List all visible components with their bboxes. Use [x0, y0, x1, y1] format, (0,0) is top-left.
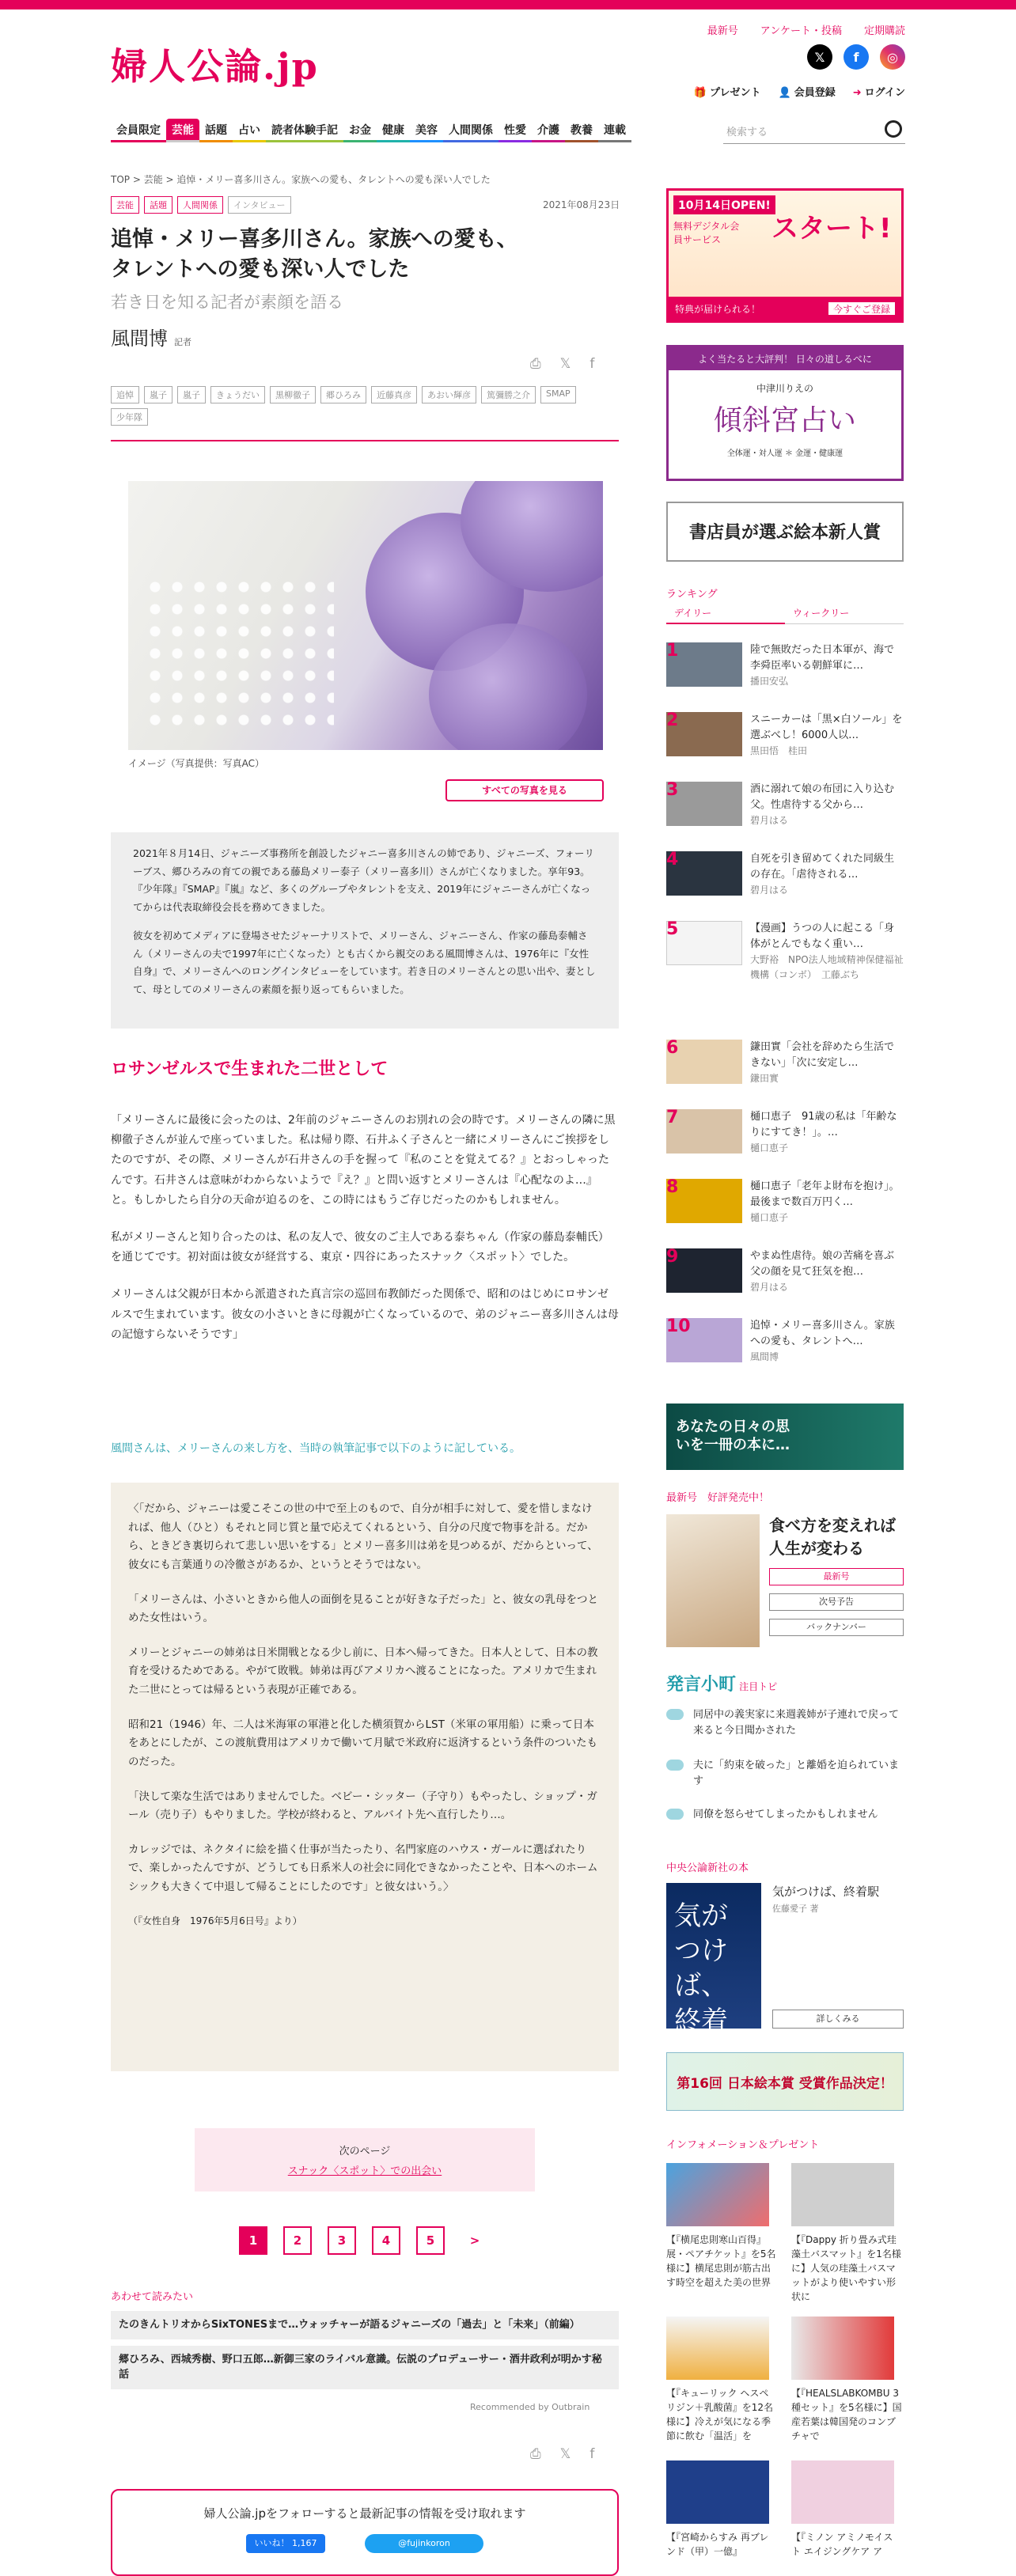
- chat-icon: [666, 1760, 684, 1771]
- next-page-box: [195, 2128, 535, 2191]
- keyword-tag[interactable]: 少年隊: [111, 408, 148, 426]
- rank-title: 【漫画】うつの人に起こる「身体がとんでもなく重い…: [750, 922, 895, 951]
- banner-text: 無料デジタル会員サービス: [673, 221, 740, 245]
- ranking-item[interactable]: [666, 712, 904, 759]
- banner-text: 全体運・対人運 ＊ 金運・健康運: [726, 449, 844, 458]
- present-image: [666, 2317, 769, 2380]
- related-item[interactable]: たのきんトリオからSixTONESまで…ウォッチャーが語るジャニーズの「過去」と「未来」（前編）: [111, 2311, 619, 2339]
- komachi-topic[interactable]: 同居中の義実家に来週義姉が子連れで戻って来ると今日聞かされた: [666, 1707, 904, 1739]
- category-tag[interactable]: 話題: [144, 196, 172, 214]
- present-item[interactable]: 【『宮崎からすみ 再ブレンド（甲）一億』: [666, 2460, 777, 2559]
- chat-icon: [666, 1709, 684, 1720]
- nav-members[interactable]: 会員限定: [111, 119, 166, 142]
- ranking-item[interactable]: [666, 642, 904, 689]
- page-3[interactable]: 3: [328, 2226, 356, 2255]
- chuko-book: [666, 1883, 904, 2037]
- category-tags: [111, 196, 291, 214]
- book-publishing-banner[interactable]: [666, 1404, 904, 1470]
- keyword-tag[interactable]: 篤彌勝之介: [481, 386, 536, 403]
- share-buttons-bottom: [530, 2446, 594, 2462]
- page-1[interactable]: 1: [239, 2226, 267, 2255]
- gift-icon: 🎁: [693, 87, 707, 99]
- present-item[interactable]: 【『キューリック ヘスペリジン＋乳酸菌』を12名様に】冷えが気になる季節に飲む「温活」を: [666, 2317, 777, 2443]
- komachi-topic[interactable]: 夫に「約束を破った」と離婚を迫られています: [666, 1758, 904, 1790]
- keyword-tag[interactable]: SMAP: [540, 386, 576, 403]
- banner-text: スタート!: [771, 213, 892, 244]
- x-icon[interactable]: 𝕏: [807, 44, 832, 70]
- fortune-banner[interactable]: [666, 345, 904, 481]
- keyword-tag[interactable]: 嵐子: [144, 386, 172, 403]
- ranking-item[interactable]: [666, 851, 904, 898]
- page-2[interactable]: 2: [283, 2226, 312, 2255]
- keyword-tag[interactable]: あおい輝彦: [422, 386, 476, 403]
- rank-number: 4: [666, 850, 679, 869]
- author-name[interactable]: 風間博: [111, 328, 168, 350]
- present-item[interactable]: 【『HEALSLABKOMBU 3種セット』を5名様に】国産若葉は韓国発のコンブチャで: [791, 2317, 902, 2443]
- pagination: [239, 2226, 489, 2255]
- search-input[interactable]: 検索する: [723, 117, 905, 144]
- banner-text: 特典が届けられる！: [675, 304, 761, 315]
- search-icon[interactable]: [885, 120, 902, 138]
- facebook-like-button[interactable]: いいね！ 1,167: [246, 2534, 325, 2553]
- quote-paragraph: カレッジでは、ネクタイに絵を描く仕事が当たったり、名門家庭のハウス・ガールに選ばれたりで、楽しかったんですが、どうしても日系米人の社会に同化できなかったことや、日本へのホームシックも大きくて中退して帰ることにしたのです」と彼女はいう。〉: [128, 1843, 598, 1893]
- ehon-award-banner[interactable]: [666, 2052, 904, 2111]
- book-details-button[interactable]: 詳しくみる: [772, 2010, 904, 2029]
- page-4[interactable]: 4: [372, 2226, 400, 2255]
- book-cover[interactable]: 気がつけば、終着: [666, 1883, 761, 2029]
- author-role: 記者: [174, 337, 191, 347]
- rank-number: 2: [666, 710, 679, 730]
- present-image: [791, 2317, 894, 2380]
- print-icon[interactable]: ⎙: [530, 2446, 541, 2462]
- page-5[interactable]: 5: [416, 2226, 445, 2255]
- lead-box: [111, 832, 619, 1029]
- rank-number: 6: [666, 1038, 679, 1058]
- rank-number: 10: [666, 1316, 691, 1336]
- share-buttons: [530, 356, 594, 372]
- nav-beauty[interactable]: 美容: [410, 119, 443, 142]
- book-title[interactable]: 気がつけば、終着駅: [772, 1885, 880, 1899]
- rank-title: やまぬ性虐待。娘の苦痛を喜ぶ父の顔を見て狂気を抱…: [750, 1250, 895, 1279]
- banner-text: 中津川りえの: [756, 383, 813, 394]
- keyword-tag[interactable]: 近藤真彦: [371, 386, 417, 403]
- rank-number: 9: [666, 1247, 679, 1267]
- present-image: [791, 2460, 894, 2524]
- ranking-item[interactable]: [666, 1318, 904, 1365]
- keyword-tag[interactable]: きょうだい: [210, 386, 265, 403]
- latest-issue-title: 食べ方を変えれば人生が変わる: [769, 1516, 896, 1558]
- category-tag[interactable]: 芸能: [111, 196, 139, 214]
- komachi-heading: 注目トピ: [739, 1681, 778, 1692]
- category-tag[interactable]: インタビュー: [228, 196, 291, 214]
- facebook-share-icon[interactable]: f: [590, 2446, 595, 2462]
- banner-text: よく当たると大評判！ 日々の道しるべに: [669, 347, 901, 370]
- present-item[interactable]: 【『ミノン アミノモイスト エイジングケア ア: [791, 2460, 902, 2559]
- rank-title: 鎌田實「会社を辞めたら生活できない」「次に安定し…: [750, 1041, 895, 1070]
- present-image: [791, 2163, 894, 2226]
- rank-author: 樋口恵子: [750, 1212, 789, 1224]
- chuko-heading: 中央公論新社の本: [666, 1862, 749, 1874]
- nav-money[interactable]: お金: [343, 119, 377, 142]
- print-icon[interactable]: ⎙: [530, 356, 541, 372]
- quote-paragraph: 「メリーさんは、小さいときから他人の面倒を見ることが好きな子だった」と、彼女の乳母をつとめた女性はいう。: [128, 1593, 598, 1625]
- twitter-follow-button[interactable]: @fujinkoron: [365, 2534, 483, 2553]
- nav-fortune[interactable]: 占い: [233, 119, 266, 142]
- latest-issue-button[interactable]: 最新号: [769, 1568, 904, 1585]
- author: [111, 323, 191, 350]
- picture-book-award-banner[interactable]: [666, 502, 904, 562]
- present-image: [666, 2163, 769, 2226]
- nav-reader-stories[interactable]: 読者体験手記: [266, 119, 343, 142]
- keyword-tag[interactable]: 嵐子: [177, 386, 206, 403]
- ranking-heading: ランキング: [666, 589, 718, 600]
- sns-icons: [807, 44, 905, 70]
- present-link[interactable]: 🎁 プレゼント: [693, 87, 761, 99]
- next-page-arrow[interactable]: >: [469, 2233, 480, 2248]
- quote-paragraph: 〈「だから、ジャニーは愛こそこの世の中で至上のもので、自分が相手に対して、愛を惜しまなければ、他人（ひと）もそれと同じ質と量で応えてくれるという、自分の尺度で物事を計る。だから、ときどき裏切られて悲しい思いをする」とメリー喜多川は弟を見つめるが、だからといって、彼女にも言葉通りの冷徹さがあるか、というとそうではない。: [128, 1502, 598, 1571]
- latest-issue: [666, 1514, 904, 1661]
- lead-paragraph: 2021年８月14日、ジャニーズ事務所を創設したジャニー喜多川さんの姉であり、ジャニーズ、フォーリーブス、郷ひろみの育ての親である藤島メリー泰子（メリー喜多川）さんが亡くなりました。享年93。『少年隊』『SMAP』『嵐』など、多くのグループやタレントを支え、2019年にジャニーさんが亡くなってからは代表取締役会長を務めてきました。: [133, 847, 594, 913]
- ranking-item[interactable]: [666, 1109, 904, 1156]
- photo-caption: イメージ（写真提供：写真AC）: [128, 758, 265, 769]
- article-title: 追悼・メリー喜多川さん。家族への愛も、タレントへの愛も深い人でした: [111, 227, 518, 282]
- rank-number: 1: [666, 641, 679, 661]
- komachi-header: [666, 1671, 777, 1695]
- register-link[interactable]: 👤 会員登録: [778, 87, 836, 99]
- outbrain-credit[interactable]: Recommended by Outbrain: [470, 2402, 590, 2412]
- rank-title: 自死を引き留めてくれた同級生の存在。「虐待される…: [750, 853, 895, 881]
- keyword-tag[interactable]: 郷ひろみ: [320, 386, 366, 403]
- info-heading: インフォメーション＆プレゼント: [666, 2139, 820, 2151]
- divider: [111, 440, 619, 441]
- rank-author: 播田安弘: [750, 676, 789, 688]
- lead-paragraph: 彼女を初めてメディアに登場させたジャーナリストで、メリーさん、ジャニーさん、作家の藤島泰輔さん（メリーさんの夫で1997年に亡くなった）とも古くから親交のある風間博さんは、1976年に『女性自身』で、メリーさんへのロングインタビューをしています。若き日のメリーさんとの思い出や、妻として、母としてのメリーさんの素顔を振り返ってもらいました。: [133, 930, 596, 995]
- site-logo[interactable]: 婦人公論.jp: [111, 45, 319, 88]
- ranking-item[interactable]: [666, 1179, 904, 1225]
- ranking-item[interactable]: [666, 1248, 904, 1295]
- rank-author: 黒田悟 桂田: [750, 745, 808, 757]
- x-share-icon[interactable]: 𝕏: [559, 356, 571, 372]
- rank-author: 大野裕 NPO法人地域精神保健福祉機構（コンボ） 工藤ぶち: [750, 954, 904, 980]
- rank-number: 8: [666, 1177, 679, 1197]
- login-link[interactable]: ➜ ログイン: [852, 87, 905, 99]
- user-icon: 👤: [778, 87, 791, 99]
- top-links: [707, 22, 905, 37]
- rank-author: 鎌田實: [750, 1073, 779, 1085]
- present-image: [666, 2460, 769, 2524]
- x-share-icon[interactable]: 𝕏: [559, 2446, 571, 2462]
- related-item[interactable]: 郷ひろみ、西城秀樹、野口五郎…新御三家のライバル意識。伝説のプロデューサー・酒井政利が明かす秘話: [111, 2346, 619, 2389]
- tab-daily[interactable]: デイリー: [666, 603, 785, 624]
- quote-paragraph: 昭和21（1946）年、二人は米海軍の軍港と化した横須賀からLST（米軍の軍用船）に乗って日本をあとにしたが、この渡航費用はアメリカで働いて月賦で米政府に返済するという条件のついたものだった。: [128, 1718, 598, 1768]
- instagram-icon[interactable]: ◎: [880, 44, 905, 70]
- facebook-icon[interactable]: f: [844, 44, 869, 70]
- next-issue-button[interactable]: 次号予告: [769, 1593, 904, 1611]
- nav-love[interactable]: 性愛: [499, 119, 532, 142]
- book-author: 佐藤愛子 著: [772, 1904, 819, 1914]
- rank-author: 風間博: [750, 1351, 779, 1363]
- nav-health[interactable]: 健康: [377, 119, 410, 142]
- login-icon: ➜: [852, 87, 862, 99]
- banner-text: 書店員が選ぶ絵本新人賞: [688, 523, 881, 543]
- rank-number: 3: [666, 780, 679, 800]
- quote-paragraph: メリーとジャニーの姉弟は日米開戦となる少し前に、日本へ帰ってきた。日本人として、日本の教育を受けるためである。やがて敗戦。姉弟は再びアメリカへ渡ることになった。アメリカで生まれた二世にとっては帰るという表現が正確である。: [128, 1646, 598, 1696]
- magazine-cover[interactable]: [666, 1514, 760, 1647]
- ranking-tabs: [666, 603, 904, 624]
- facebook-share-icon[interactable]: f: [590, 356, 595, 372]
- top-accent-bar: [0, 0, 1016, 9]
- article-subtitle: 若き日を知る記者が素顔を語る: [111, 293, 343, 312]
- ranking-item[interactable]: [666, 921, 904, 982]
- all-photos-button[interactable]: すべての写真を見る: [445, 779, 604, 801]
- komachi-logo[interactable]: 発言小町: [666, 1675, 737, 1695]
- survey-link[interactable]: アンケート・投稿: [760, 25, 842, 37]
- rank-title: 酒に溺れて娘の布団に入り込む父。性虐待する父から…: [750, 783, 895, 812]
- body-paragraph: メリーさんは父親が日本から派遣された真言宗の巡回布教師だった関係で、昭和のはじめにロサンゼルスで生まれています。彼女の小さいときに母親が亡くなっているので、弟のジャニー喜多川さんは母の記憶すらないそうです」: [111, 1288, 619, 1341]
- related-heading: あわせて読みたい: [111, 2291, 194, 2303]
- banner-text: 第16回 日本絵本賞 受賞作品決定！: [677, 2076, 893, 2092]
- follow-text: 婦人公論.jpをフォローすると最新記事の情報を受け取れます: [203, 2506, 526, 2521]
- section-heading: ロサンゼルスで生まれた二世として: [111, 1059, 389, 1079]
- keyword-tag[interactable]: 追悼: [111, 386, 139, 403]
- rank-title: 追悼・メリー喜多川さん。家族への愛も、タレントへ…: [750, 1320, 895, 1348]
- nav-culture[interactable]: 教養: [565, 119, 598, 142]
- banner-text: あなたの日々の思いを一冊の本に…: [676, 1419, 790, 1454]
- rank-number: 5: [666, 919, 679, 939]
- rank-title: スニーカーは「黒×白ソール」を選ぶべし！6000人以…: [750, 714, 903, 742]
- next-page-label: 次のページ: [339, 2146, 391, 2157]
- nav-topics[interactable]: 話題: [199, 119, 233, 142]
- publish-date: 2021年08月23日: [543, 199, 620, 210]
- quote-source: （『女性自身 1976年5月6日号』より）: [128, 1915, 302, 1926]
- rank-author: 碧月はる: [750, 885, 789, 896]
- rank-title: 樋口恵子 91歳の私は「年齢なりにすてき！」。…: [750, 1111, 897, 1139]
- banner-cta: 今すぐご登録: [828, 302, 895, 315]
- article-body: [111, 1111, 619, 1362]
- related-articles: [111, 2288, 619, 2396]
- banner-text: 傾斜宮占い: [713, 404, 856, 437]
- nav-series[interactable]: 連載: [598, 119, 631, 142]
- komachi-topic[interactable]: 同僚を怒らせてしまったかもしれません: [666, 1807, 904, 1823]
- ranking-item[interactable]: [666, 1040, 904, 1086]
- rank-title: 樋口恵子「老年よ財布を抱け」。最後まで数百万円く…: [750, 1180, 900, 1209]
- back-number-button[interactable]: バックナンバー: [769, 1619, 904, 1636]
- present-item[interactable]: 【『横尾忠則寒山百得』展・ペアチケット』を5名様に】横尾忠則が筋古出す時空を超えた美の世界: [666, 2163, 777, 2290]
- latest-issue-heading: 最新号 好評発売中！: [666, 1492, 770, 1504]
- banner-text: 10月14日OPEN!: [673, 195, 775, 214]
- breadcrumb: TOP > 芸能 > 追悼・メリー喜多川さん。家族への愛も、タレントへの愛も深い人でした: [111, 174, 491, 185]
- rank-author: 碧月はる: [750, 1282, 789, 1294]
- nav-entertainment[interactable]: 芸能: [166, 119, 199, 142]
- next-page-link[interactable]: スナック〈スポット〉での出会い: [287, 2165, 442, 2177]
- member-service-banner[interactable]: [666, 188, 904, 323]
- tab-weekly[interactable]: ウィークリー: [785, 603, 904, 624]
- main-nav: [111, 119, 631, 142]
- latest-issue-link[interactable]: 最新号: [707, 25, 738, 37]
- quote-box: [111, 1483, 619, 2071]
- user-links: [694, 84, 905, 99]
- body-paragraph: 私がメリーさんと知り合ったのは、私の友人で、彼女のご主人である泰ちゃん（作家の藤島泰輔氏）を通じてです。初対面は彼女が経営する、東京・四谷にあったスナック〈スポット〉でした。: [111, 1230, 609, 1264]
- rank-title: 陸で無敗だった日本軍が、海で李舜臣率いる朝鮮軍に…: [750, 644, 895, 672]
- ranking-item[interactable]: [666, 782, 904, 828]
- article-photo[interactable]: [128, 481, 603, 750]
- nav-relationships[interactable]: 人間関係: [443, 119, 499, 142]
- quote-paragraph: 「決して楽な生活ではありませんでした。ベビー・シッター（子守り）もやったし、ショップ・ガール（売り子）もやりました。学校が終わると、アルバイト先へ直行したり…。: [128, 1790, 597, 1822]
- present-item[interactable]: 【『Dappy 折り畳み式珪藻土バスマット』を1名様に】人気の珪藻土バスマットがより使いやすい形状に: [791, 2163, 902, 2304]
- nav-care[interactable]: 介護: [532, 119, 565, 142]
- category-tag[interactable]: 人間関係: [177, 196, 223, 214]
- rank-author: 樋口恵子: [750, 1142, 789, 1154]
- body-paragraph: 「メリーさんに最後に会ったのは、2年前のジャニーさんのお別れの会の時です。メリーさんの隣に黒柳徹子さんが並んで座っていました。私は帰り際、石井ふく子さんと一緒にメリーさんにご挨拶をしたのですが、その際、メリーさんが石井さんの手を握って『私のことを覚えてる？』とおっしゃったんです。石井さんは意味がわからないようで『え？』と問い返すとメリーさんは『心配なのよ…』と。もしかしたら自分の天命が迫るのを、この時にはもうご存じだったのかもしれません。: [111, 1114, 616, 1207]
- keyword-tag[interactable]: 黒柳徹子: [270, 386, 316, 403]
- follow-box: [111, 2489, 619, 2576]
- subscription-link[interactable]: 定期購読: [863, 25, 905, 37]
- keyword-tags: [111, 386, 617, 426]
- intro-line: 風間さんは、メリーさんの来し方を、当時の執筆記事で以下のように記している。: [111, 1442, 521, 1455]
- rank-number: 7: [666, 1108, 679, 1127]
- rank-author: 碧月はる: [750, 815, 789, 827]
- chat-icon: [666, 1809, 684, 1820]
